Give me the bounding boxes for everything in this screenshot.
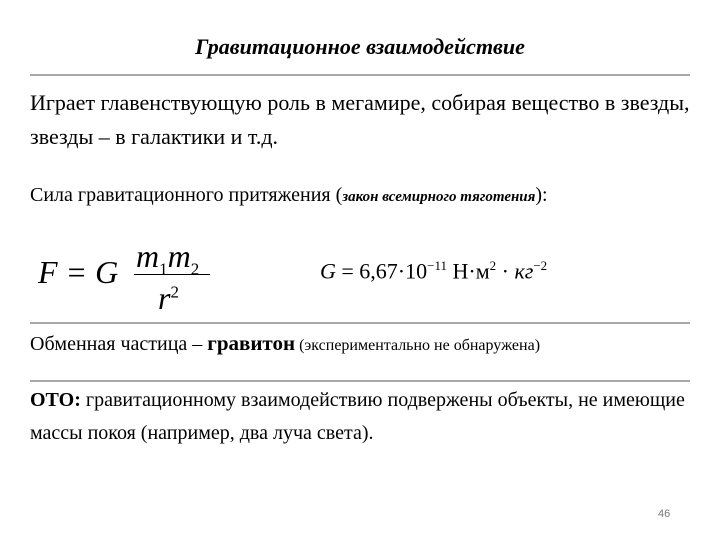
- formula-lhs: F = G: [38, 254, 119, 290]
- section-divider: [30, 322, 690, 324]
- slide-title: Гравитационное взаимодействие: [195, 34, 525, 59]
- graviton-term: гравитон: [207, 331, 296, 355]
- law-intro-text: Сила гравитационного притяжения (: [30, 184, 343, 206]
- law-outro-text: ):: [535, 184, 548, 206]
- page-number: 46: [658, 508, 671, 520]
- formula-denominator: $r^2$: [158, 280, 179, 316]
- oto-text: гравитационному взаимодействию подвержены объекты, не имеющие массы покоя (например, два луча света).: [30, 389, 685, 444]
- paragraph-role: Играет главенствующую роль в мегамире, собирая вещество в звезды, звезды – в галактики и т.д.: [30, 90, 690, 149]
- paragraph-oto: [30, 384, 695, 450]
- title-divider: [30, 74, 690, 76]
- gravitational-constant-formula: $G = 6,67\cdot 10^{-11}$ $Н\cdot м^2 \cdot кг^{-2}$: [320, 258, 548, 284]
- fraction-bar: [134, 274, 210, 275]
- graviton-intro: Обменная частица –: [30, 333, 208, 355]
- paragraph-gravity-law: [30, 181, 695, 211]
- section-divider-2: [30, 380, 690, 382]
- oto-label: ОТО:: [30, 389, 81, 411]
- graviton-note: (экспериментально не обнаружена): [295, 337, 541, 354]
- newton-gravity-formula: [38, 238, 228, 318]
- paragraph-graviton: [30, 328, 695, 361]
- formula-numerator: $m_1m_2$: [136, 238, 200, 279]
- law-name: закон всемирного тяготения: [342, 189, 536, 205]
